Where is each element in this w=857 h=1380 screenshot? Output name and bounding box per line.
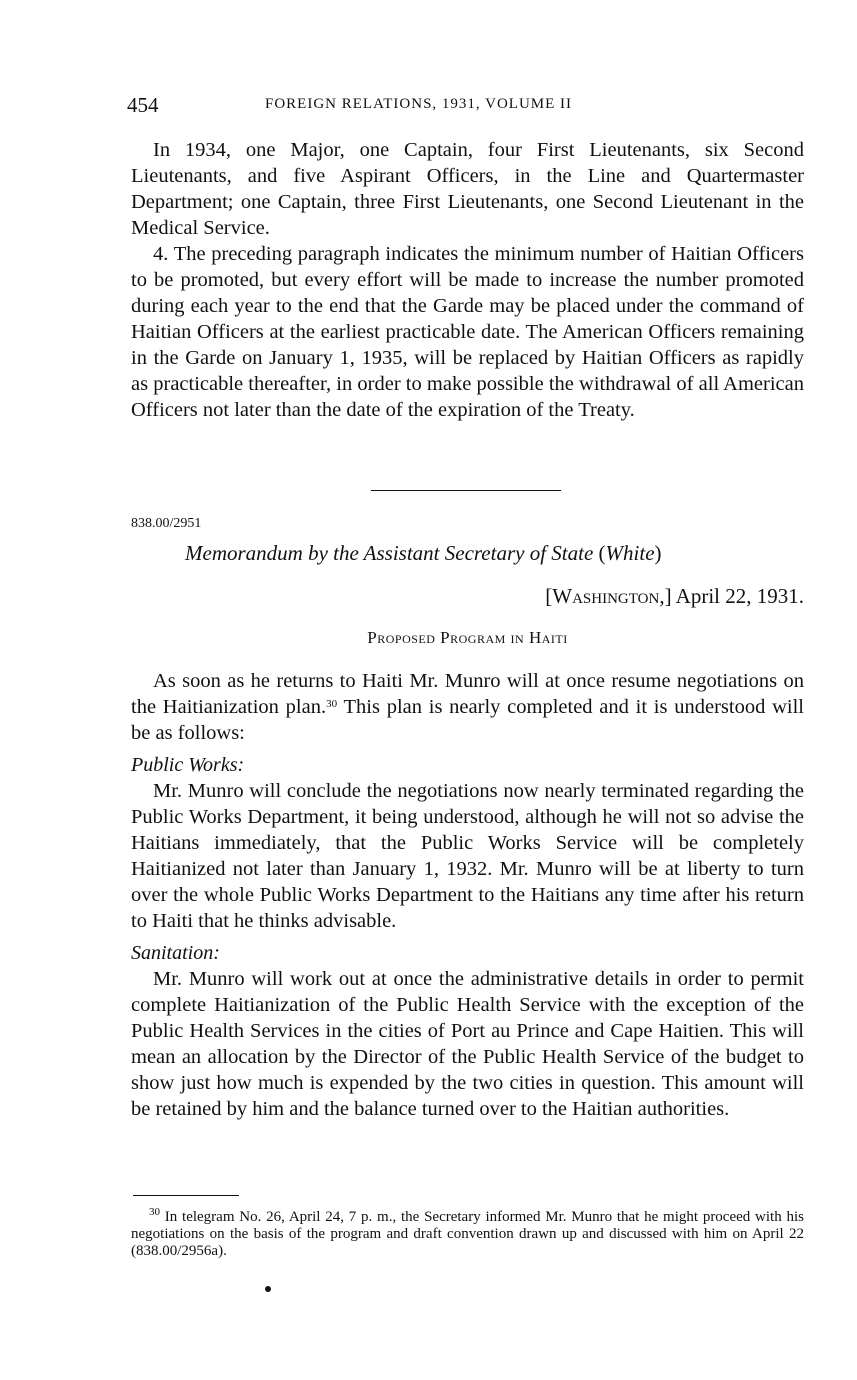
memo-body [131,668,804,1122]
sanitation-paragraph: Mr. Munro will work out at once the administrative details in order to permit complete Haitianization of the Public Health Service with the exception of the Public Health Services in the cities of Port au Prince and Cape Haitien. This will mean an allocation by the Director of the Public Health Service of the budget to show just how much is expended by the two cities in question. This amount will be retained by him and the balance turned over to the Haitian authorities. [131,968,804,1120]
section-divider [371,490,561,491]
footnote-text: In telegram No. 26, April 24, 7 p. m., the Secretary informed Mr. Munro that he might proceed with his negotiations on the basis of the program and draft convention drawn up and discussed with him on April 22 (838.00/2956a). [131,1209,804,1259]
paragraph-officers-1934: In 1934, one Major, one Captain, four First Lieutenants, six Second Lieutenants, and five Aspirant Officers, in the Line and Quartermaster Department; one Captain, three First Lieutenants, one Second Lieutenant in the Medical Service. [131,139,804,239]
date: April 22, 1931. [675,584,804,608]
date-place: Washington, [552,584,665,608]
running-head: FOREIGN RELATIONS, 1931, VOLUME II [265,96,573,112]
memo-title-text: Memorandum by the Assistant Secretary of State [185,541,594,565]
intro-paragraph [131,668,804,746]
dateline: [Washington,] April 22, 1931. [545,584,804,608]
page-mark-dot [265,1286,271,1292]
sanitation-heading: Sanitation: [131,942,220,964]
intro-text-a: As soon as he returns to Haiti Mr. Munro will at once resume negotiations on the Haitianization plan. [131,670,804,718]
top-section [131,137,804,423]
footnote-number: 30 [149,1206,160,1218]
page-header [127,93,804,119]
intro-text-b: This plan is nearly completed and it is understood will be as follows: [131,696,804,744]
memo-title: Memorandum by the Assistant Secretary of State (White) [185,541,662,565]
memo-author: White [605,541,655,565]
public-works-heading: Public Works: [131,754,245,776]
page-number: 454 [127,93,159,117]
paragraph-minimum-promotion: 4. The preceding paragraph indicates the minimum number of Haitian Officers to be promoted, but every effort will be made to increase the number promoted during each year to the end that the Garde may be placed under the command of Haitian Officers at the earliest practicable date. The American Officers remaining in the Garde on January 1, 1935, will be replaced by Haitian Officers as rapidly as practicable thereafter, in order to make possible the withdrawal of all American Officers not later than the date of the expiration of the Treaty. [131,243,804,421]
footnote-ref: 30 [326,698,338,710]
section-heading: Proposed Program in Haiti [367,628,568,647]
footnote-rule [133,1195,239,1196]
footnote [131,1206,804,1260]
public-works-paragraph: Mr. Munro will conclude the negotiations now nearly terminated regarding the Public Works Department, it being understood, although he will not so advise the Haitians immediately, that the Public Works Service will be completely Haitianized not later than January 1, 1932. Mr. Munro will be at liberty to turn over the whole Public Works Department to the Haitians any time after his return to Haiti that he thinks advisable. [131,780,804,932]
file-number: 838.00/2951 [131,516,202,531]
